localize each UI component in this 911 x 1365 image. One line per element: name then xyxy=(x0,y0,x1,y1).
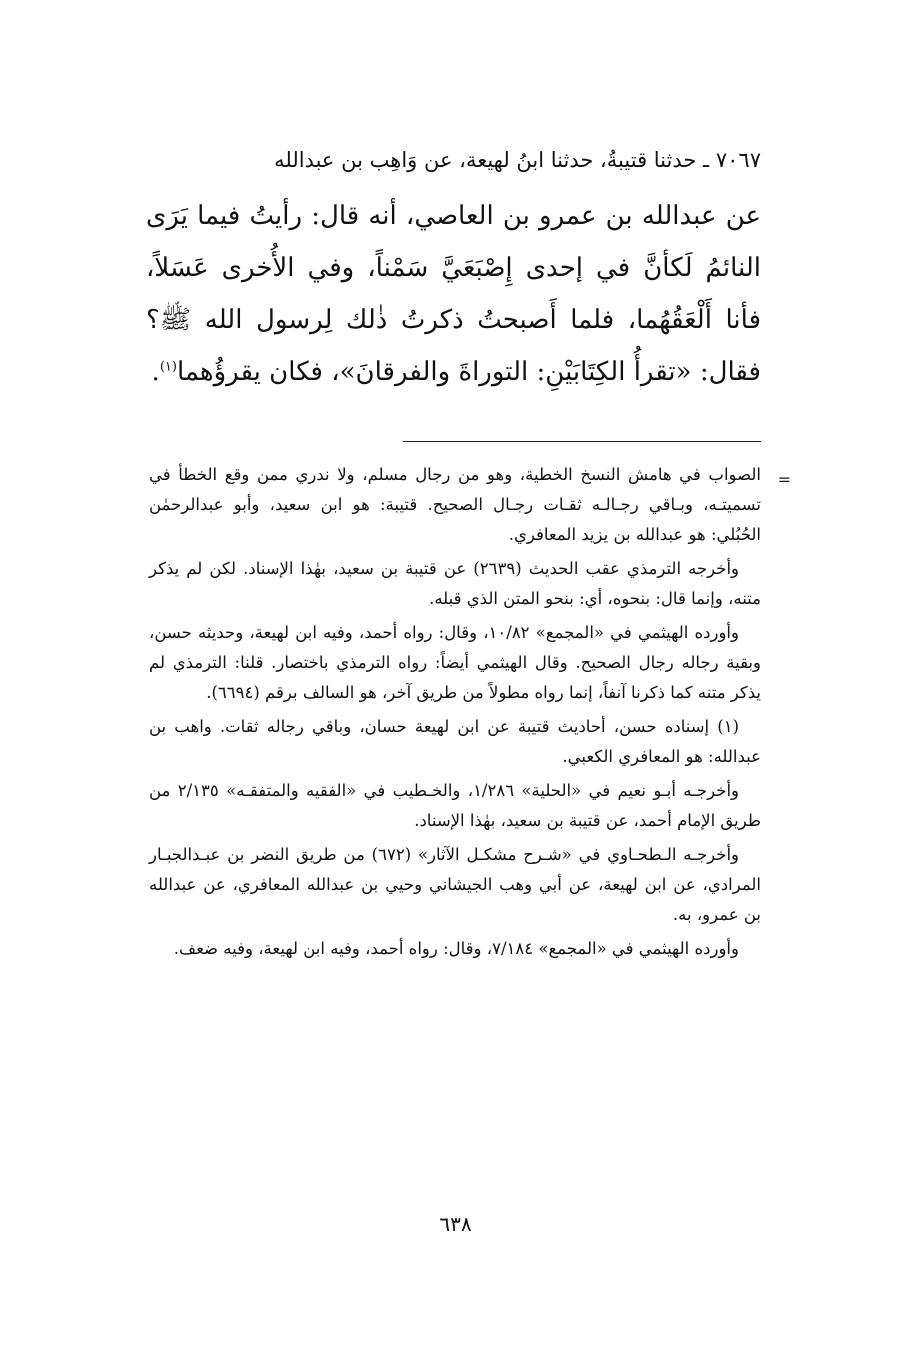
footnote-paragraph: وأورده الهيثمي في «المجمع» ١٠/٨٢، وقال: رواه أحمد، وفيه ابن لهيعة، وحديثه حسن، وبقية رجاله رجال الصحيح. وقال الهيثمي أيضاً: رواه الترمذي باختصار. قلنا: الترمذي لم يذكر متنه كما ذكرنا آنفاً، إنما رواه مطولاً من طريق آخر، هو السالف برقم (٦٦٩٤). xyxy=(149,623,761,702)
footnote-continuation-mark: = xyxy=(777,470,791,489)
hadith-main-text xyxy=(146,138,761,398)
footnote-paragraph: وأخرجـه أبـو نعيم في «الحلية» ١/٢٨٦، والخـطيب في «الفقيه والمتفقـه» ٢/١٣٥ من طريق الإمام أحمد، عن قتيبة بن سعيد، بهٰذا الإسناد. xyxy=(149,781,761,830)
footnote-paragraph: وأخرجه الترمذي عقب الحديث (٢٦٣٩) عن قتيبة بن سعيد، بهٰذا الإسناد. لكن لم يذكر متنه، وإنما قال: بنحوه، أي: بنحو المتن الذي قبله. xyxy=(149,559,761,608)
footnote-marker: (١) xyxy=(159,359,177,375)
hadith-heading: ٧٠٦٧ ـ حدثنا قتيبةُ، حدثنا ابنُ لهيعة، عن وَاهِب بن عبدالله xyxy=(274,148,761,172)
footnotes-section xyxy=(149,460,761,968)
footnote-paragraph: (١) إسناده حسن، أحاديث قتيبة عن ابن لهيعة حسان، وباقي رجاله ثقات. واهب بن عبدالله: هو المعافري الكعبي. xyxy=(149,717,761,766)
hadith-body-text: عن عبدالله بن عمرو بن العاصي، أنه قال: رأيتُ فيما يَرَى النائمُ لَكأنَّ في إحدى إِصْبَعَيَّ سَمْناً، وفي الأُخرى عَسَلاً، فأنا أَلْعَقُهُما، فلما أَصبحتُ ذكرتُ ذٰلك لِرسول الله ﷺ؟ فقال: «تقرأُ الكِتَابَيْنِ: التوراةَ والفرقانَ»، فكان يقرؤُهما xyxy=(146,201,761,387)
footnote-paragraph: الصواب في هامش النسخ الخطية، وهو من رجال مسلم، ولا ندري ممن وقع الخطأ في تسميتـه، وبـاقي رجـالـه ثقـات رجـال الصحيح. قتيبة: هو ابن سعيد، وأبو عبدالرحمٰن الحُبُلي: هو عبدالله بن يزيد المعافري. xyxy=(149,465,761,544)
footnote-paragraph: وأورده الهيثمي في «المجمع» ٧/١٨٤، وقال: رواه أحمد، وفيه ابن لهيعة، وفيه ضعف. xyxy=(173,939,739,958)
hadith-body xyxy=(146,190,761,398)
footnote-divider xyxy=(403,441,761,442)
footnote-paragraph: وأخرجـه الـطحـاوي في «شـرح مشكـل الآثار» (٦٧٢) من طريق النضر بن عبـدالجبـار المرادي، عن ابن لهيعة، عن أبي وهب الجيشاني وحيي بن عبدالله المعافري، عن عبدالله بن عمرو، به. xyxy=(149,845,761,924)
hadith-end-mark: . xyxy=(151,357,160,387)
page-number: ٦٣٨ xyxy=(439,1212,472,1236)
